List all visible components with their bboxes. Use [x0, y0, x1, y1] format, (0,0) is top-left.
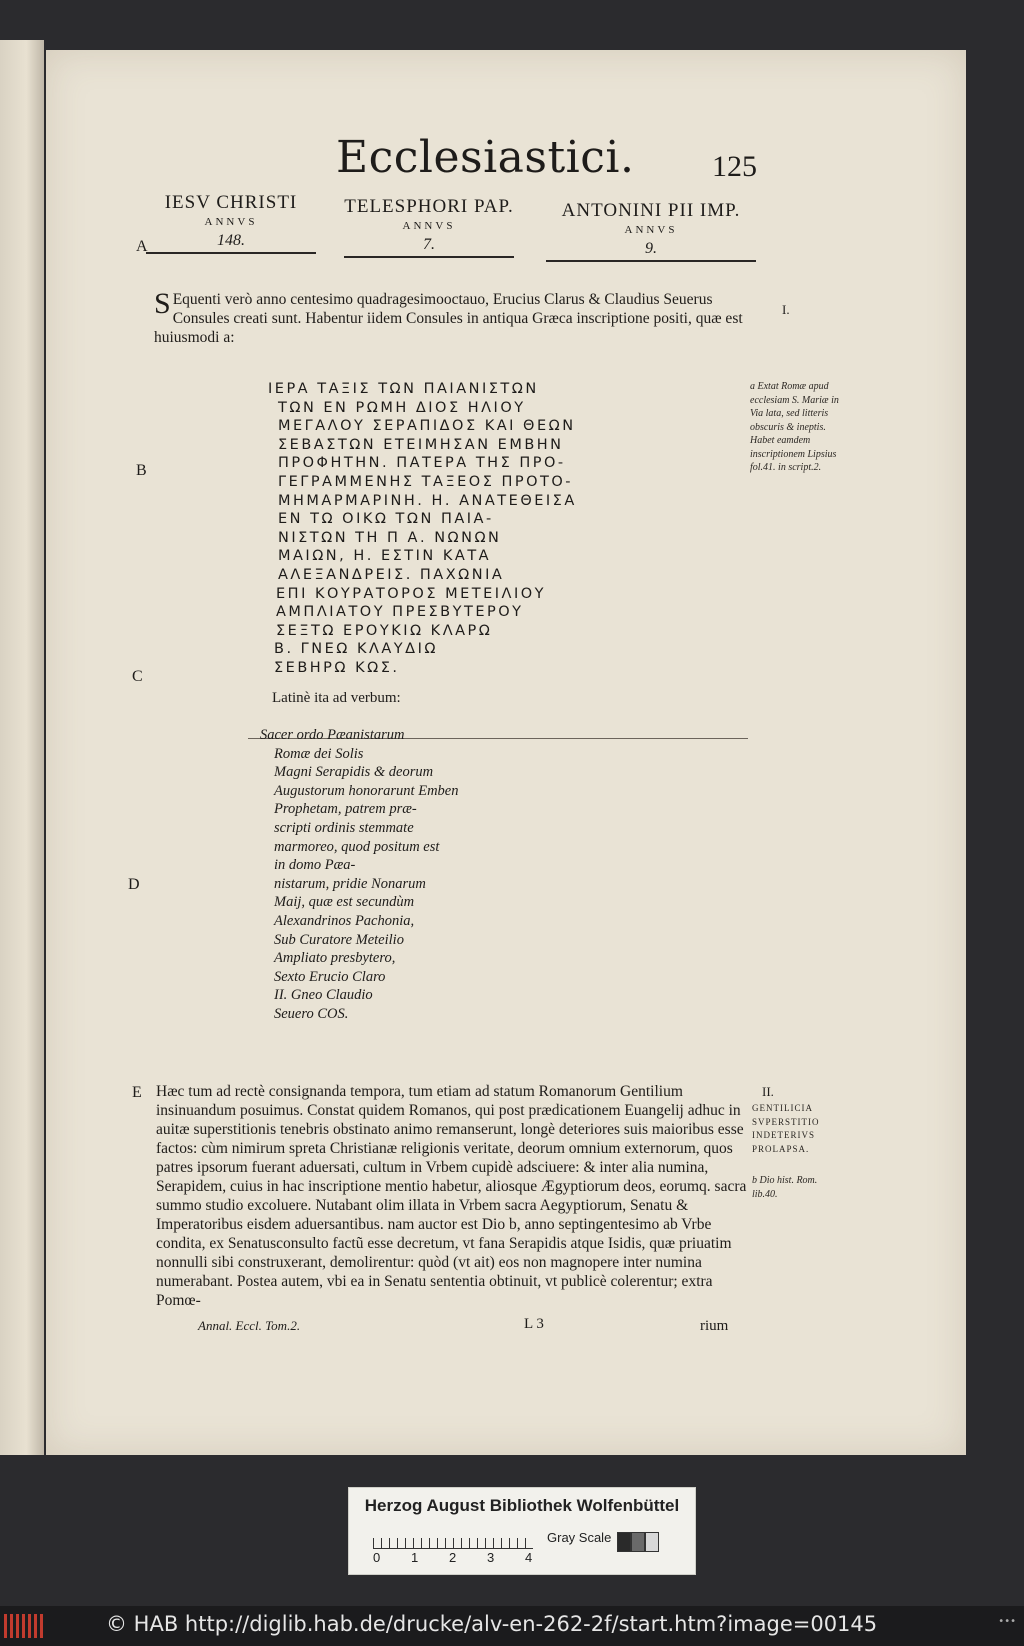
footer-signature: L 3 [524, 1316, 544, 1332]
margin-letter-d: D [128, 876, 140, 893]
ruler-tick: 3 [487, 1550, 495, 1565]
page-title: Ecclesiastici. [336, 132, 635, 183]
gray-swatch [617, 1532, 631, 1552]
inscription-line: ΜΗΜΑΡΜΑΡΙΝΗ. Η. ΑΝΑΤΕΘΕΙΣΑ [278, 492, 577, 509]
greek-inscription [268, 380, 577, 678]
side-note-dio: b Dio hist. Rom. lib.40. [752, 1175, 818, 1200]
ruler-tick: 0 [373, 1550, 381, 1565]
latin-intro: Latinè ita ad verbum: [272, 690, 401, 706]
drop-cap: S [154, 287, 171, 320]
inscription-line: ΣΕΞΤΩ ΕΡΟΥΚΙΩ ΚΛΑΡΩ [276, 622, 493, 639]
translation-line: Sacer ordo Pæanistarum [260, 727, 405, 743]
margin-letter-e: E [132, 1084, 142, 1101]
ruler-tick: 1 [411, 1550, 419, 1565]
translation-line: Prophetam, patrem præ- [274, 801, 417, 818]
document-page [46, 50, 966, 1455]
inscription-line: ΑΜΠΛΙΑΤΟΥ ΠΡΕΣΒΥΤΕΡΟΥ [276, 604, 524, 621]
translation-line: nistarum, pridie Nonarum [274, 875, 426, 892]
translation-line: Magni Serapidis & deorum [274, 764, 434, 781]
latin-translation [260, 726, 458, 1024]
translation-line: Sub Curatore Meteilio [274, 931, 404, 948]
inscription-line: ΣΕΒΗΡΩ ΚΩΣ. [274, 659, 400, 676]
gray-swatch [631, 1532, 645, 1552]
ruler [373, 1526, 533, 1549]
translation-line: in domo Pæa- [274, 857, 356, 874]
translation-line: II. Gneo Claudio [274, 987, 373, 1004]
credit-bar [0, 1606, 1024, 1646]
column-rule [546, 260, 756, 262]
translation-line: Augustorum honorarunt Emben [274, 782, 459, 799]
margin-letter-b: B [136, 462, 147, 479]
column-header-christi: IESV CHRISTI ANNVS 148. [146, 192, 316, 254]
ruler-tick: 2 [449, 1550, 457, 1565]
previous-page-edge [0, 40, 44, 1455]
translation-line: marmoreo, quod positum est [274, 838, 440, 855]
gray-scale-label: Gray Scale [547, 1530, 612, 1545]
footer-annal: Annal. Eccl. Tom.2. [198, 1318, 301, 1333]
translation-line: Romæ dei Solis [274, 745, 364, 762]
inscription-line: ΙΕΡΑ ΤΑΞΙΣ ΤΩΝ ΠΑΙΑΝΙΣΤΩΝ [268, 381, 539, 397]
footer-catchword: rium [700, 1318, 729, 1334]
section-number-1: I. [782, 302, 790, 317]
translation-line: Maij, quæ est secundùm [274, 894, 415, 911]
translation-line: Ampliato presbytero, [274, 950, 396, 967]
inscription-line: ΣΕΒΑΣΤΩΝ ΕΤΕΙΜΗΣΑΝ ΕΜΒΗΝ [278, 436, 564, 453]
margin-letter-a: A [136, 238, 148, 255]
translation-line: Seuero COS. [274, 1005, 349, 1022]
section-number-2: II. [762, 1084, 774, 1099]
side-note-source: a Extat Romæ apud ecclesiam S. Mariæ in Via lata, sed litteris obscuris & ineptis. Habet eamdem inscriptionem Lipsius fol.41. in script.2. [750, 381, 839, 473]
hab-logo-icon [4, 1614, 46, 1638]
translation-line: scripti ordinis stemmate [274, 819, 414, 836]
translation-line: Alexandrinos Pachonia, [274, 912, 415, 929]
side-note-gentilicia: GENTILICIA SVPERSTITIO INDETERIVS PROLAPSA. [752, 1103, 820, 1154]
inscription-line: ΜΑΙΩΝ, Η. ΕΣΤΙΝ ΚΑΤΑ [278, 548, 492, 565]
column-header-antonini: ANTONINI PII IMP. ANNVS 9. [546, 200, 756, 262]
inscription-line: ΠΡΟΦΗΤΗΝ. ΠΑΤΕΡΑ ΤΗΣ ΠΡΟ- [278, 455, 566, 472]
inscription-line: ΕΝ ΤΩ ΟΙΚΩ ΤΩΝ ΠΑΙΑ- [278, 511, 494, 528]
paragraph-1: S Equenti verò anno centesimo quadragesimooctauo, Erucius Clarus & Claudius Seuerus Consules creati sunt. Habentur iidem Consules in antiqua Græca inscriptione positi, quæ est huiusmodi a: [154, 287, 743, 346]
page-number: 125 [712, 150, 757, 183]
column-rule [146, 252, 316, 254]
inscription-line: ΤΩΝ ΕΝ ΡΩΜΗ ΔΙΟΣ ΗΛΙΟΥ [278, 399, 526, 416]
inscription-line: ΝΙΣΤΩΝ ΤΗ Π Α. ΝΩΝΩΝ [278, 529, 502, 546]
margin-letter-c: C [132, 668, 143, 685]
column-rule [344, 256, 514, 258]
color-scale-card [348, 1487, 696, 1575]
inscription-line: ΓΕΓΡΑΜΜΕΝΗΣ ΤΑΞΕΟΣ ΠΡΟΤΟ- [278, 473, 574, 490]
inscription-line: ΑΛΕΞΑΝΔΡΕΙΣ. ΠΑΧΩΝΙΑ [278, 566, 505, 583]
inscription-line: ΜΕΓΑΛΟΥ ΣΕΡΑΠΙΔΟΣ ΚΑΙ ΘΕΩΝ [278, 418, 576, 435]
more-icon: ••• [998, 1616, 1016, 1627]
library-name: Herzog August Bibliothek Wolfenbüttel [364, 1496, 680, 1515]
ruler-tick: 4 [525, 1550, 533, 1565]
paragraph-2: Hæc tum ad rectè consignanda tempora, tum etiam ad statum Romanorum Gentilium insinuandum posuimus. Constat quidem Romanos, qui post prædicationem Euangelij adhuc in auitæ superstitionis tenebris obstinato animo remanserunt, longè deteriores suis maioribus esse factos: cùm nimirum spreta Christianæ religionis veritate, deorum omnium externorum, quos patres ipsorum fuerant aduersati, cultum in Vrbem cupidè adsciuere: & inter alia numina, Serapidem, cuius in hac inscriptione mentio habetur, aliosque Ægyptiorum deos, eorumq. sacra summo studio excoluere. Nutabant olim illata in Vrbem sacra Aegyptiorum, Senatu & Imperatoribus eisdem aduersantibus. nam auctor est Dio b, anno septingentesimo ab Vrbe condita, ex Senatusconsulto factũ esse decretum, vt fana Serapidis atque Isidis, quæ priuatim nonnulli sibi construxerant, demolirentur: quòd (vt ait) eos non magnopere inter numina numerabant. Postea autem, vbi ea in Senatu sententia obtinuit, vt publicè colerentur; extra Pomœ- [156, 1083, 747, 1309]
gray-swatch [645, 1532, 659, 1552]
credit-url[interactable]: © HAB http://diglib.hab.de/drucke/alv-en-262-2f/start.htm?image=00145 [106, 1612, 878, 1636]
inscription-line: Β. ΓΝΕΩ ΚΛΑΥΔΙΩ [274, 641, 438, 658]
column-header-telesphori: TELESPHORI PAP. ANNVS 7. [344, 196, 514, 258]
translation-line: Sexto Erucio Claro [274, 968, 386, 985]
inscription-line: ΕΠΙ ΚΟΥΡΑΤΟΡΟΣ ΜΕΤΕΙΛΙΟΥ [276, 585, 547, 602]
